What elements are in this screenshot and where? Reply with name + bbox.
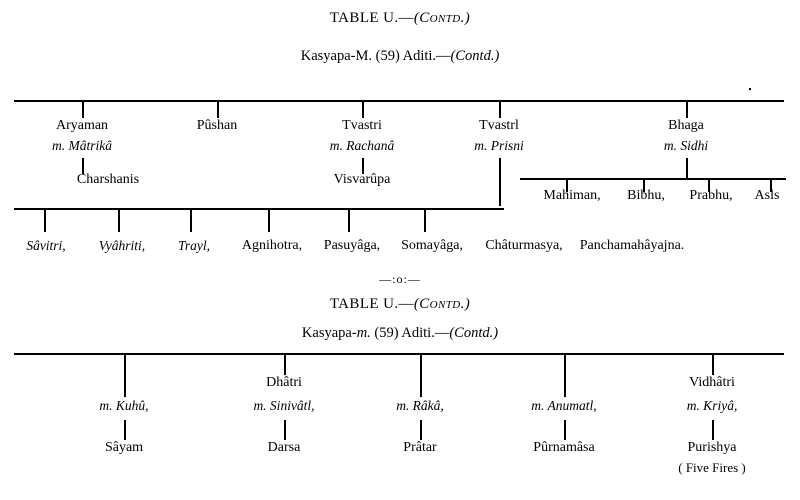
table2-title-contd: (Contd.) bbox=[413, 296, 471, 312]
tick-pasuyaga bbox=[348, 208, 350, 232]
leaf-somayaga: Somayâga, bbox=[401, 238, 463, 253]
leaf-pasuyaga: Pasuyâga, bbox=[323, 238, 381, 253]
leaf-chaturmasya: Châturmasya, bbox=[485, 238, 563, 253]
tick-trayl bbox=[190, 208, 192, 232]
tick-bhaga bbox=[686, 100, 688, 118]
stray-mark bbox=[749, 88, 751, 90]
table1-hrule-1 bbox=[14, 100, 784, 102]
table2-subtitle-contd: (Contd.) bbox=[449, 325, 499, 341]
leaf-purishya: Purishya bbox=[687, 440, 737, 455]
table2-subtitle-mid: (59) Aditi.— bbox=[370, 325, 450, 341]
stem-pratar bbox=[420, 420, 422, 440]
bhaga-children-rule bbox=[520, 178, 786, 180]
node-name-bhaga: Bhaga bbox=[668, 118, 704, 133]
leaf-darsa: Darsa bbox=[267, 440, 301, 455]
leaf-panchamahayajna: Panchamahâyajna. bbox=[579, 238, 685, 253]
table1-title-contd: (Contd.) bbox=[413, 10, 471, 26]
table1-title-main: TABLE U.— bbox=[329, 10, 414, 26]
node-asls: Asls bbox=[754, 188, 780, 203]
table1-title bbox=[330, 10, 470, 27]
tick-aryaman bbox=[82, 100, 84, 118]
stem-bhaga bbox=[686, 158, 688, 180]
node-charshanis: Charshanis bbox=[76, 172, 140, 187]
node-consort-sinivatl: m. Sinivâtl, bbox=[253, 398, 315, 413]
tick-dhatri bbox=[284, 353, 286, 375]
tick-vidhatri bbox=[712, 353, 714, 375]
leaf-sayam: Sâyam bbox=[104, 440, 144, 455]
leaf-agnihotra: Agnihotra, bbox=[241, 238, 303, 253]
node-prabhu: Prabhu, bbox=[689, 188, 733, 203]
leaf-savitri: Sâvitri, bbox=[26, 238, 66, 253]
node-name-vidhatri: Vidhâtri bbox=[689, 375, 735, 390]
tick-kuhu bbox=[124, 353, 126, 397]
table2-subtitle bbox=[302, 325, 498, 342]
node-name-pushan: Pûshan bbox=[196, 118, 238, 133]
table1-hrule-2 bbox=[14, 208, 504, 210]
node-consort-tvastri-2: m. Prisni bbox=[474, 138, 524, 153]
table1-subtitle-pre: Kasyapa-M. (59) Aditi.— bbox=[300, 48, 451, 64]
tick-anumatl bbox=[564, 353, 566, 397]
tick-pushan bbox=[217, 100, 219, 118]
table2-title-main: TABLE U.— bbox=[329, 296, 414, 312]
tick-savitri bbox=[44, 208, 46, 232]
leaf-vyahriti: Vyâhriti, bbox=[98, 238, 146, 253]
node-consort-bhaga: m. Sidhi bbox=[663, 138, 709, 153]
table2-title bbox=[330, 296, 470, 313]
node-consort-kriya: m. Kriyâ, bbox=[686, 398, 738, 413]
tick-tvastri-1 bbox=[362, 100, 364, 118]
section-separator: —:o:— bbox=[379, 272, 421, 286]
leaf-purnamasa: Pûrnamâsa bbox=[533, 440, 595, 455]
table1-subtitle bbox=[301, 48, 500, 65]
node-consort-tvastri-1: m. Rachanâ bbox=[329, 138, 395, 153]
tick-raka bbox=[420, 353, 422, 397]
leaf-pratar: Prâtar bbox=[403, 440, 437, 455]
node-bibhu: Bibhu, bbox=[627, 188, 665, 203]
node-consort-kuhu: m. Kuhû, bbox=[99, 398, 149, 413]
leaf-purishya-sublabel: ( Five Fires ) bbox=[678, 460, 746, 475]
stem-purnamasa bbox=[564, 420, 566, 440]
node-name-aryaman: Aryaman bbox=[55, 118, 109, 133]
node-name-tvastri-1: Tvastri bbox=[342, 118, 382, 133]
node-consort-aryaman: m. Mâtrikâ bbox=[52, 138, 112, 153]
stem-tvastri-2 bbox=[499, 158, 501, 206]
tick-somayaga bbox=[424, 208, 426, 232]
node-name-dhatri: Dhâtri bbox=[266, 375, 302, 390]
stem-sayam bbox=[124, 420, 126, 440]
table2-subtitle-pre: Kasyapa- bbox=[301, 325, 357, 341]
table1-subtitle-contd: (Contd.) bbox=[450, 48, 500, 64]
node-consort-anumatl: m. Anumatl, bbox=[531, 398, 597, 413]
tick-tvastri-2 bbox=[499, 100, 501, 118]
leaf-trayl: Trayl, bbox=[178, 238, 210, 253]
node-name-tvastri-2: Tvastrl bbox=[479, 118, 519, 133]
tick-vyahriti bbox=[118, 208, 120, 232]
node-mahiman: Mahiman, bbox=[543, 188, 601, 203]
table2-subtitle-ital: m. bbox=[356, 325, 371, 341]
node-visvarupa: Visvarûpa bbox=[333, 172, 391, 187]
table2-hrule-1 bbox=[14, 353, 784, 355]
tick-agnihotra bbox=[268, 208, 270, 232]
stem-purishya bbox=[712, 420, 714, 440]
stem-darsa bbox=[284, 420, 286, 440]
node-consort-raka: m. Râkâ, bbox=[396, 398, 444, 413]
